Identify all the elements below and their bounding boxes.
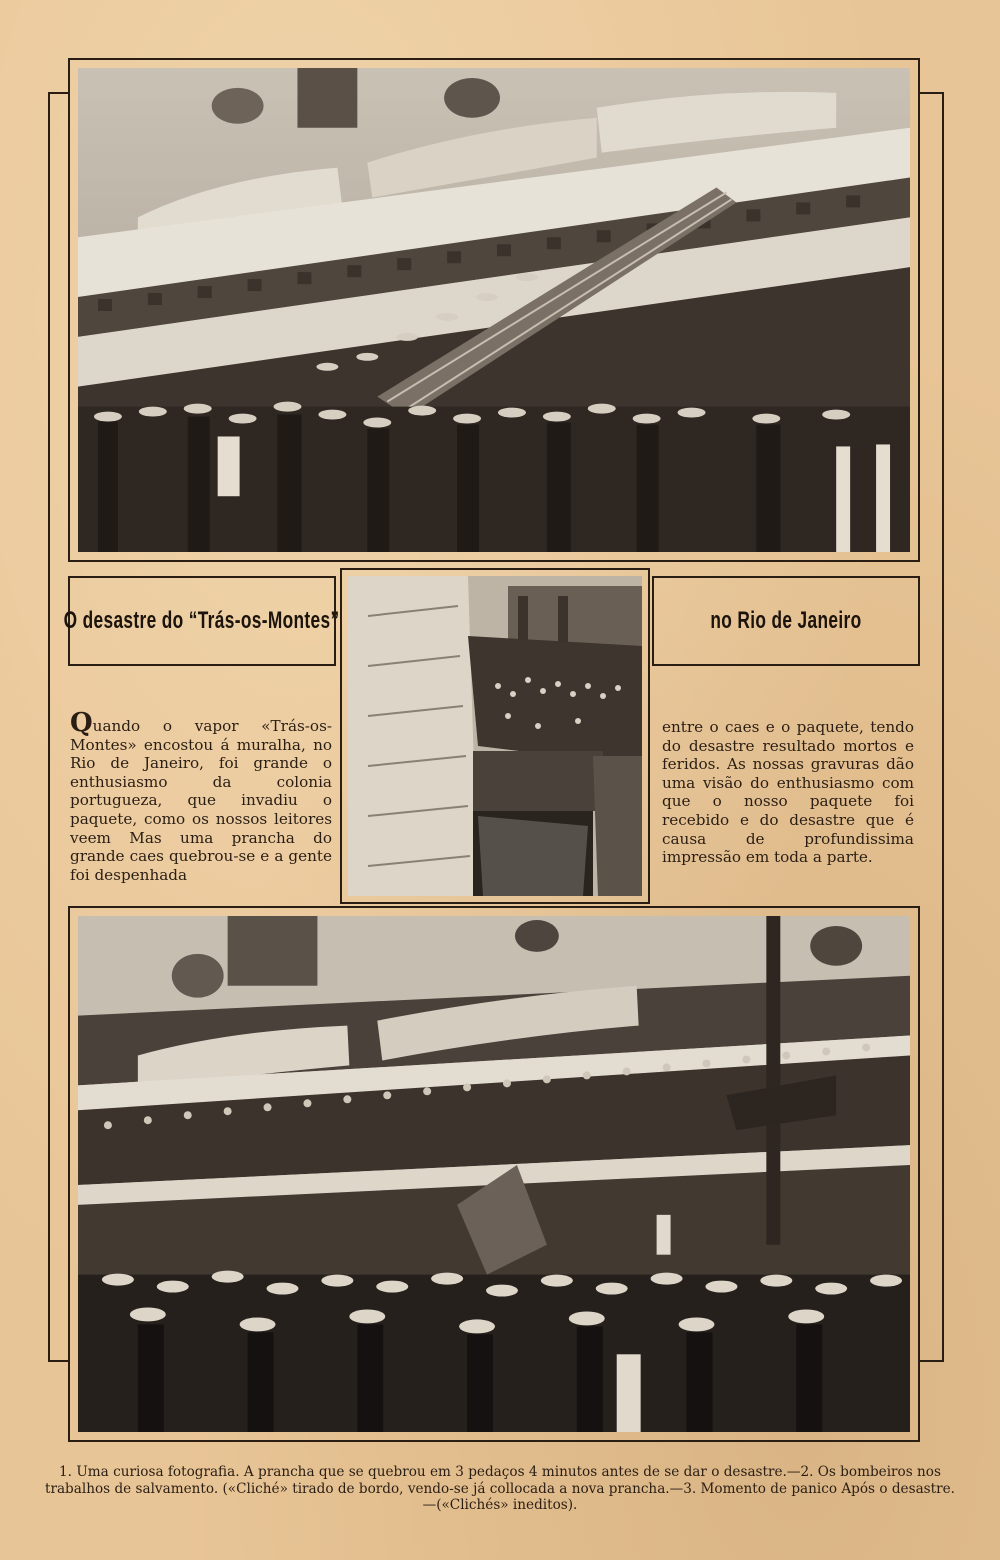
firemen-rescue-image	[348, 576, 642, 896]
article-right-column	[662, 718, 914, 867]
top-photo	[78, 68, 910, 552]
article-left-text: uando o vapor «Trás-os-Montes» encostou á muralha, no Rio de Janeiro, foi grande o enthusiasmo da colonia portugueza, que invadiu o paquete, como os nossos leitores veem Mas uma prancha do grande caes quebrou-se e a gente foi despenhada	[70, 717, 332, 884]
panic-moment-image	[78, 916, 910, 1432]
bottom-photo-frame	[68, 906, 920, 1442]
headline-right: no Rio de Janeiro	[710, 607, 862, 634]
article-left-column	[70, 708, 332, 884]
article-dropcap: Q	[70, 708, 93, 738]
left-margin-rule-bottom	[48, 1360, 70, 1362]
top-photo-frame	[68, 58, 920, 562]
ship-gangway-crowd-image	[78, 68, 910, 552]
left-margin-rule-top	[48, 92, 70, 94]
right-margin-rule	[942, 92, 944, 1362]
headline-right-box	[652, 576, 920, 666]
headline-left: O desastre do “Trás-os-Montes”	[64, 607, 340, 634]
middle-photo	[348, 576, 642, 896]
article-right-text: entre o caes e o paquete, tendo do desastre resultado mortos e feridos. As nossas gravuras dão uma visão do enthusiasmo com que o nosso paquete foi recebido e do desastre que é causa de profundissima impressão em toda a parte.	[662, 718, 914, 867]
left-margin-rule	[48, 92, 50, 1362]
photo-caption: 1. Uma curiosa fotografia. A prancha que se quebrou em 3 pedaços 4 minutos antes de se dar o desastre.—2. Os bombeiros nos trabalhos de salvamento. («Cliché» tirado de bordo, vendo-se já collocada a nova prancha.—3. Momento de panico Após o desastre.—(«Clichés» ineditos).	[44, 1464, 955, 1513]
middle-photo-frame	[340, 568, 650, 904]
right-margin-rule-top	[920, 92, 944, 94]
headline-left-box	[64, 576, 340, 666]
bottom-photo	[78, 916, 910, 1432]
right-margin-rule-bottom	[920, 1360, 944, 1362]
